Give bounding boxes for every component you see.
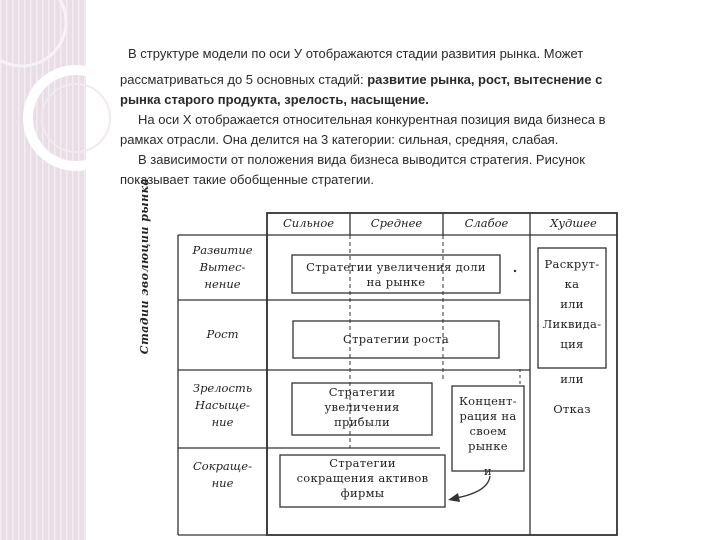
box-line: фирмы <box>340 486 385 500</box>
row-label-line: Зрелость <box>192 381 253 395</box>
box-line: ка <box>564 277 580 291</box>
row-label-line: Развитие <box>192 243 253 257</box>
box-promotion-or-liquidation <box>538 254 606 354</box>
box-line: прибыли <box>334 415 390 429</box>
box-line: Ликвида- <box>542 317 602 331</box>
y-axis-label: Стадии эволюции рынка <box>138 177 151 355</box>
box-growth-strategies <box>293 332 499 347</box>
paragraph-3-line-2: показывает такие обобщенные стратегии. <box>120 172 375 187</box>
arrow-head-icon <box>448 493 460 502</box>
row-label-line: ние <box>211 476 234 490</box>
box-line: увеличения <box>324 400 400 414</box>
row-label-line: нение <box>204 277 241 291</box>
paragraph-1-line-2 <box>120 70 602 90</box>
box-line: своем <box>469 424 507 438</box>
conjunction-and: и <box>484 464 492 478</box>
row-label-development <box>178 242 267 293</box>
column-header-medium: Среднее <box>370 216 423 230</box>
paragraph-1-line-2-normal: рассматриваться до 5 основных стадий: <box>120 72 364 87</box>
row-label-growth <box>178 326 267 343</box>
column-header-weak: Слабое <box>464 216 509 230</box>
box-line: Концент- <box>458 394 517 408</box>
row-label-line: Рост <box>206 327 239 341</box>
paragraph-1-line-2-bold: развитие рынка, рост, вытеснение с <box>367 72 603 87</box>
row-label-line: Сокраще- <box>192 459 252 473</box>
box-increase-market-share <box>292 260 500 290</box>
row-label-line: ние <box>211 415 234 429</box>
box-reduce-assets <box>280 456 445 501</box>
box-line: Стратегии увеличения доли <box>306 260 486 274</box>
paragraph-3-line-1: В зависимости от положения вида бизнеса выводится стратегия. Рисунок <box>138 152 585 167</box>
box-line: ция <box>560 337 584 351</box>
box-line: Стратегии <box>328 385 396 399</box>
box-profit-strategies <box>292 385 432 430</box>
box-line: на рынке <box>366 275 426 289</box>
column-header-worst: Худшее <box>550 216 597 230</box>
paragraph-2-line-1: На оси Х отображается относительная конкурентная позиция вида бизнеса в <box>138 112 606 127</box>
paragraph-2-line-2: рамках отрасли. Она делится на 3 категории: сильная, средняя, слабая. <box>120 132 559 147</box>
box-refusal: Отказ <box>553 402 591 416</box>
conjunction-or: или <box>560 372 584 386</box>
column-header-strong: Сильное <box>282 216 335 230</box>
box-market-concentration <box>452 394 524 454</box>
box-line: или <box>560 297 584 311</box>
box-line: рация на <box>459 409 517 423</box>
row-label-maturity <box>178 380 267 431</box>
box-line: Стратегии <box>329 456 396 470</box>
paragraph-1-line-3: рынка старого продукта, зрелость, насыщение. <box>120 92 429 107</box>
box-line: Раскрут- <box>544 257 600 271</box>
row-label-line: Вытес- <box>199 260 246 274</box>
row-label-line: Насыще- <box>195 398 250 412</box>
box-line: сокращения активов <box>296 471 429 485</box>
row-label-decline <box>178 458 267 492</box>
paragraph-1-line-1: В структуре модели по оси У отображаются стадии развития рынка. Может <box>128 46 584 61</box>
box-line: рынке <box>468 439 508 453</box>
box-line: Стратегии роста <box>342 332 449 346</box>
